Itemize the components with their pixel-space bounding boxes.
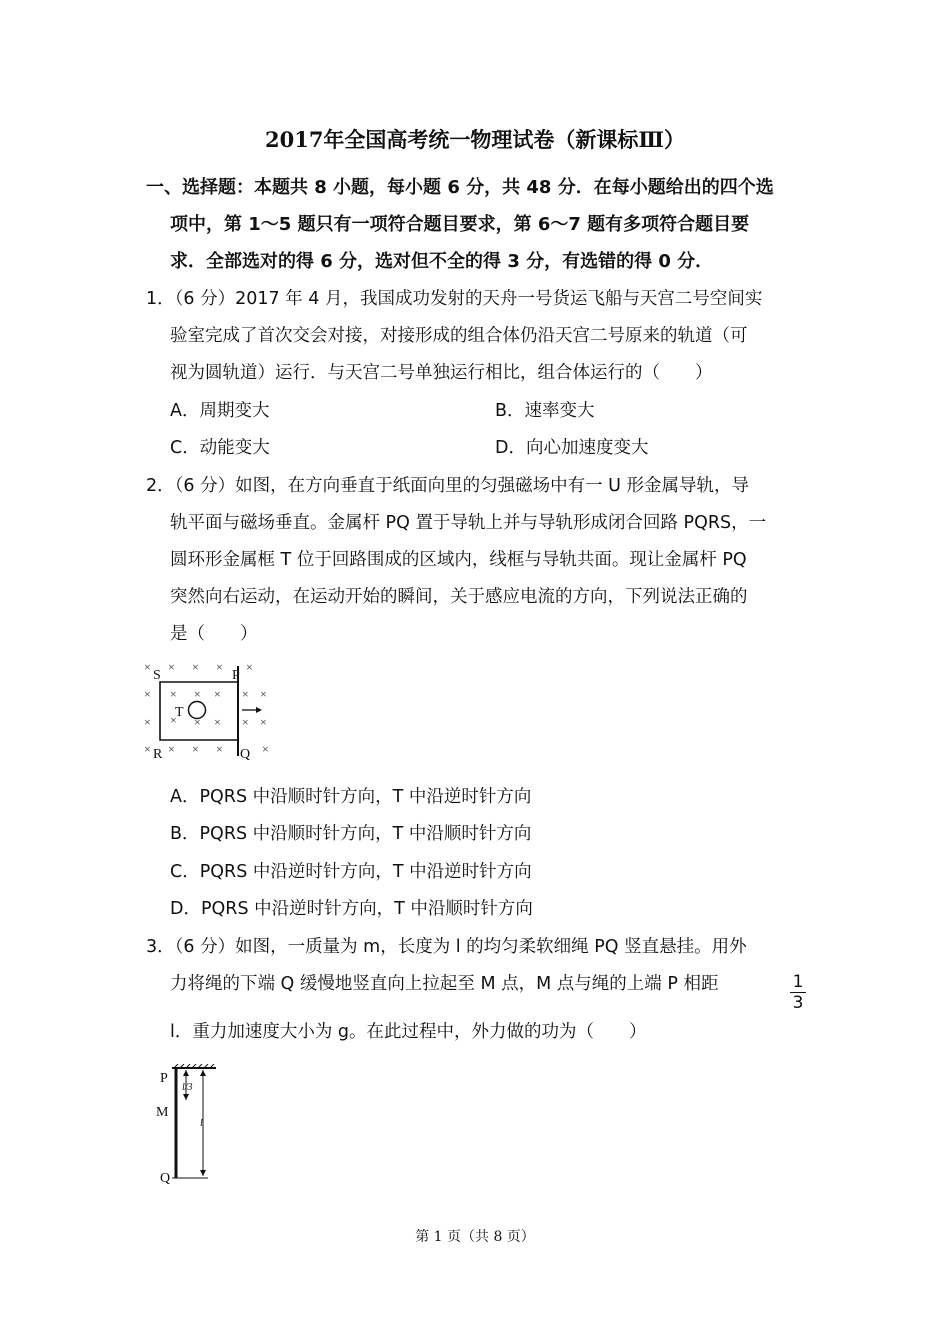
section-heading-line-2: 项中，第 1～5 题只有一项符合题目要求，第 6～7 题有多项符合题目要: [170, 214, 750, 235]
label-p: P: [160, 1071, 168, 1086]
section-heading-line-1: 一、选择题：本题共 8 小题，每小题 6 分，共 48 分．在每小题给出的四个选: [146, 177, 774, 198]
motion-arrow-head: [256, 707, 262, 713]
field-mark: ×: [214, 687, 221, 701]
field-mark: ×: [214, 715, 221, 729]
field-mark: ×: [170, 687, 177, 701]
field-mark: ×: [242, 715, 249, 729]
label-q: Q: [240, 747, 251, 762]
field-mark: ×: [246, 660, 253, 674]
q2-line-5: 是（ ）: [170, 624, 258, 644]
label-l: l: [200, 1118, 203, 1129]
q2-option-b: B．PQRS 中沿顺时针方向，T 中沿顺时针方向: [170, 824, 532, 844]
field-mark: ×: [168, 660, 175, 674]
page-footer: 第 1 页（共 8 页）: [415, 1229, 535, 1245]
field-mark: ×: [192, 660, 199, 674]
q2-line-3: 圆环形金属框 T 位于回路围成的区域内，线框与导轨共面。现让金属杆 PQ: [170, 550, 747, 570]
q1-line-3: 视为圆轨道）运行．与天宫二号单独运行相比，组合体运行的（ ）: [170, 363, 713, 383]
label-m: M: [156, 1105, 169, 1120]
field-mark: ×: [194, 715, 201, 729]
q3-line-3: l．重力加速度大小为 g。在此过程中，外力做的功为（ ）: [170, 1022, 647, 1042]
q2-circuit-figure: [142, 658, 277, 762]
label-t: T: [175, 705, 184, 720]
label-p: P: [232, 668, 240, 683]
field-mark: ×: [144, 715, 151, 729]
field-mark: ×: [144, 742, 151, 756]
label-r: R: [153, 747, 163, 762]
field-mark: ×: [260, 715, 267, 729]
q1-option-b: B．速率变大: [495, 401, 595, 421]
q3-line-1: 3．（6 分）如图，一质量为 m，长度为 l 的均匀柔软细绳 PQ 竖直悬挂。用外: [146, 937, 747, 957]
label-q: Q: [160, 1171, 171, 1186]
q1-option-a: A．周期变大: [170, 401, 270, 421]
fraction-numerator: 1: [792, 972, 804, 992]
field-mark: ×: [216, 742, 223, 756]
label-l3: l/3: [182, 1082, 193, 1093]
q1-line-1: 1．（6 分）2017 年 4 月，我国成功发射的天舟一号货运飞船与天宫二号空间实: [146, 289, 763, 309]
q1-option-d: D．向心加速度变大: [495, 438, 649, 458]
q1-line-2: 验室完成了首次交会对接，对接形成的组合体仍沿天宫二号原来的轨道（可: [170, 326, 748, 346]
field-mark: ×: [144, 687, 151, 701]
q2-option-a: A．PQRS 中沿顺时针方向，T 中沿逆时针方向: [170, 787, 532, 807]
q2-line-4: 突然向右运动，在运动开始的瞬间，关于感应电流的方向，下列说法正确的: [170, 587, 748, 607]
field-mark: ×: [260, 687, 267, 701]
q3-line-2: 力将绳的下端 Q 缓慢地竖直向上拉起至 M 点，M 点与绳的上端 P 相距: [170, 974, 719, 994]
q2-option-d: D．PQRS 中沿逆时针方向，T 中沿顺时针方向: [170, 899, 533, 919]
field-mark: ×: [262, 742, 269, 756]
label-s: S: [153, 668, 161, 683]
section-heading-line-3: 求．全部选对的得 6 分，选对但不全的得 3 分，有选错的得 0 分．: [170, 251, 714, 272]
field-mark: ×: [242, 687, 249, 701]
fraction-denominator: 3: [792, 993, 804, 1013]
field-mark: ×: [216, 660, 223, 674]
page-title: 2017年全国高考统一物理试卷（新课标Ⅲ）: [264, 127, 686, 152]
field-mark: ×: [170, 713, 177, 727]
q2-line-2: 轨平面与磁场垂直。金属杆 PQ 置于导轨上并与导轨形成闭合回路 PQRS，一: [170, 513, 767, 533]
q2-line-1: 2．（6 分）如图，在方向垂直于纸面向里的匀强磁场中有一 U 形金属导轨，导: [146, 476, 750, 496]
q3-rope-figure: [150, 1064, 225, 1188]
fraction-one-third: [790, 973, 806, 1012]
q2-option-c: C．PQRS 中沿逆时针方向，T 中沿逆时针方向: [170, 862, 532, 882]
field-mark: ×: [192, 742, 199, 756]
field-mark: ×: [168, 742, 175, 756]
field-mark: ×: [194, 687, 201, 701]
field-mark: ×: [144, 660, 151, 674]
q1-option-c: C．动能变大: [170, 438, 270, 458]
